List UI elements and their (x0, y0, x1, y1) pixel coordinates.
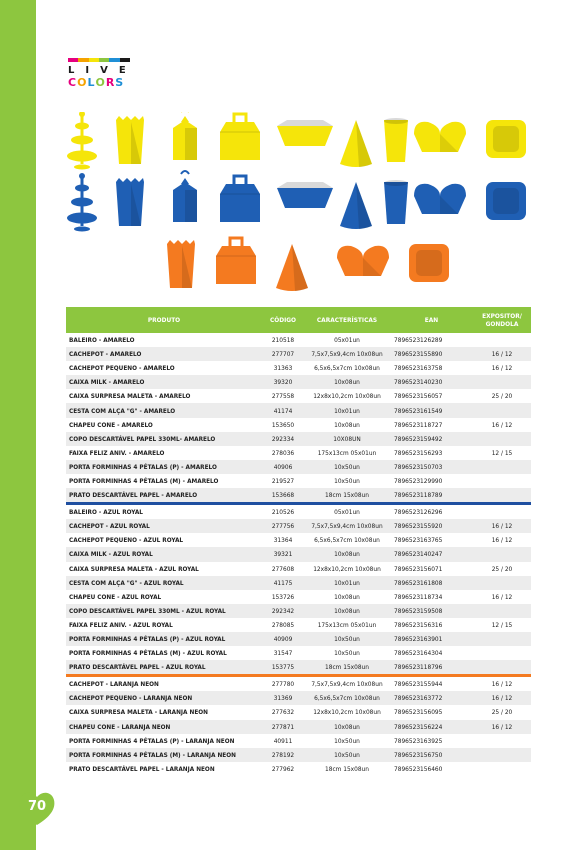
cell-caracteristicas: 05x01un (304, 333, 390, 347)
cell-codigo: 278192 (262, 748, 304, 762)
cell-caracteristicas: 10x50un (304, 632, 390, 646)
page-number: 70 (27, 799, 47, 814)
cell-expositor: 16 / 12 (473, 720, 531, 734)
cell-codigo: 278036 (262, 446, 304, 460)
cell-expositor (473, 734, 531, 748)
cell-expositor (473, 505, 531, 519)
cell-produto: PORTA FORMINHAS 4 PÉTALAS (M) - AZUL ROYAL (66, 646, 262, 660)
table-row (66, 333, 531, 347)
cell-caracteristicas: 12x8x10,2cm 10x08un (304, 562, 390, 576)
cell-ean: 7896523140230 (390, 375, 473, 389)
cell-expositor (473, 432, 531, 446)
cell-ean: 7896523126296 (390, 505, 473, 519)
cell-codigo: 277608 (262, 562, 304, 576)
paper-cup-blue-image (384, 180, 408, 224)
cell-caracteristicas: 12x8x10,2cm 10x08un (304, 705, 390, 719)
cell-produto: CACHEPOT - AMARELO (66, 347, 262, 361)
cell-expositor: 16 / 12 (473, 347, 531, 361)
cell-expositor (473, 646, 531, 660)
cell-codigo: 277558 (262, 389, 304, 403)
popcorn-box-blue-image (116, 178, 144, 226)
logo-letter: O (77, 76, 88, 89)
cell-produto: CAIXA SURPRESA MALETA - LARANJA NEON (66, 705, 262, 719)
cell-produto: COPO DESCARTÁVEL PAPEL 330ML - AZUL ROYAL (66, 604, 262, 618)
cell-ean: 7896523156750 (390, 748, 473, 762)
table-row (66, 432, 531, 446)
table-row (66, 734, 531, 748)
table-row (66, 660, 531, 674)
cell-caracteristicas: 10x01un (304, 576, 390, 590)
cell-produto: CACHEPOT PEQUENO - AMARELO (66, 361, 262, 375)
cell-ean: 7896523118727 (390, 418, 473, 432)
table-row (66, 632, 531, 646)
cell-ean: 7896523156293 (390, 446, 473, 460)
cell-codigo: 277780 (262, 677, 304, 691)
cell-codigo: 219527 (262, 474, 304, 488)
suitcase-box-orange-image (216, 238, 256, 284)
cell-ean: 7896523163765 (390, 533, 473, 547)
table-row (66, 576, 531, 590)
cell-caracteristicas: 18cm 15x08un (304, 762, 390, 776)
table-row (66, 748, 531, 762)
side-color-bar (0, 0, 36, 850)
table-row (66, 533, 531, 547)
cell-expositor (473, 474, 531, 488)
cell-caracteristicas: 10x08un (304, 720, 390, 734)
cell-caracteristicas: 18cm 15x08un (304, 488, 390, 502)
table-row (66, 562, 531, 576)
cell-codigo: 153726 (262, 590, 304, 604)
cell-expositor (473, 576, 531, 590)
square-plate-orange-image (409, 244, 449, 282)
cell-codigo: 210518 (262, 333, 304, 347)
cell-codigo: 277632 (262, 705, 304, 719)
cell-codigo: 277707 (262, 347, 304, 361)
table-row (66, 618, 531, 632)
table-row (66, 646, 531, 660)
cone-hat-orange-image (276, 244, 308, 291)
cell-produto: PRATO DESCARTÁVEL PAPEL - LARANJA NEON (66, 762, 262, 776)
cell-caracteristicas: 10x01un (304, 403, 390, 417)
cell-expositor: 16 / 12 (473, 590, 531, 604)
cell-produto: FAIXA FELIZ ANIV. - AZUL ROYAL (66, 618, 262, 632)
cell-codigo: 153650 (262, 418, 304, 432)
cell-expositor (473, 762, 531, 776)
boat-tray-blue-image (277, 182, 333, 208)
cell-produto: FAIXA FELIZ ANIV. - AMARELO (66, 446, 262, 460)
cell-ean: 7896523156224 (390, 720, 473, 734)
logo-line2 (68, 76, 137, 89)
cell-ean: 7896523159508 (390, 604, 473, 618)
table-row (66, 460, 531, 474)
cell-ean: 7896523156460 (390, 762, 473, 776)
cell-produto: COPO DESCARTÁVEL PAPEL 330ML- AMARELO (66, 432, 262, 446)
logo-line1: LIVE (68, 65, 137, 76)
cell-codigo: 39321 (262, 547, 304, 561)
cell-produto: PORTA FORMINHAS 4 PÉTALAS (P) - AMARELO (66, 460, 262, 474)
boat-tray-yellow-image (277, 120, 333, 146)
suitcase-box-yellow-image (220, 114, 260, 160)
table-row (66, 389, 531, 403)
cell-caracteristicas: 10x08un (304, 547, 390, 561)
cell-ean: 7896523140247 (390, 547, 473, 561)
cell-expositor: 25 / 20 (473, 562, 531, 576)
table-row (66, 720, 531, 734)
cell-caracteristicas: 10X08UN (304, 432, 390, 446)
table-row (66, 505, 531, 519)
cell-codigo: 41174 (262, 403, 304, 417)
cell-codigo: 292342 (262, 604, 304, 618)
cell-caracteristicas: 10x50un (304, 460, 390, 474)
cell-expositor (473, 547, 531, 561)
table-row (66, 677, 531, 691)
table-header-row (66, 307, 531, 333)
cell-ean: 7896523156316 (390, 618, 473, 632)
logo-letter: R (105, 76, 116, 89)
cell-ean: 7896523163901 (390, 632, 473, 646)
cell-expositor (473, 604, 531, 618)
table-row (66, 590, 531, 604)
cell-ean: 7896523164304 (390, 646, 473, 660)
cell-ean: 7896523156057 (390, 389, 473, 403)
popcorn-box-yellow-image (116, 116, 144, 164)
cell-ean: 7896523161549 (390, 403, 473, 417)
cell-produto: CACHEPOT PEQUENO - LARANJA NEON (66, 691, 262, 705)
cell-caracteristicas: 12x8x10,2cm 10x08un (304, 389, 390, 403)
cell-ean: 7896523161808 (390, 576, 473, 590)
cell-ean: 7896523150703 (390, 460, 473, 474)
cell-produto: BALEIRO - AZUL ROYAL (66, 505, 262, 519)
cell-codigo: 31547 (262, 646, 304, 660)
table-row (66, 361, 531, 375)
cone-hat-yellow-image (340, 120, 372, 167)
cell-expositor: 16 / 12 (473, 677, 531, 691)
cell-ean: 7896523163772 (390, 691, 473, 705)
cell-codigo: 31363 (262, 361, 304, 375)
cell-produto: CACHEPOT - LARANJA NEON (66, 677, 262, 691)
table-row (66, 691, 531, 705)
cell-expositor (473, 632, 531, 646)
logo-letter: L (87, 76, 96, 89)
tiered-stand-blue-image (67, 173, 97, 232)
logo-letter: C (68, 76, 78, 89)
cell-codigo: 278085 (262, 618, 304, 632)
header-ean: EAN (390, 307, 473, 333)
cell-produto: CAIXA MILK - AZUL ROYAL (66, 547, 262, 561)
table-row (66, 488, 531, 502)
petal-tray-yellow-image (414, 122, 466, 152)
cell-expositor: 16 / 12 (473, 691, 531, 705)
cell-produto: CAIXA SURPRESA MALETA - AMARELO (66, 389, 262, 403)
cell-expositor (473, 333, 531, 347)
table-row (66, 547, 531, 561)
table-row (66, 519, 531, 533)
cell-caracteristicas: 7,5x7,5x9,4cm 10x08un (304, 519, 390, 533)
cell-caracteristicas: 7,5x7,5x9,4cm 10x08un (304, 677, 390, 691)
cell-caracteristicas: 18cm 15x08un (304, 660, 390, 674)
cell-produto: CESTA COM ALÇA "G" - AMARELO (66, 403, 262, 417)
cell-produto: CHAPEU CONE - AMARELO (66, 418, 262, 432)
cell-ean: 7896523155920 (390, 519, 473, 533)
cell-expositor (473, 460, 531, 474)
cell-caracteristicas: 6,5x6,5x7cm 10x08un (304, 361, 390, 375)
cell-ean: 7896523156095 (390, 705, 473, 719)
cell-codigo: 277962 (262, 762, 304, 776)
cell-expositor: 16 / 12 (473, 533, 531, 547)
cell-codigo: 153775 (262, 660, 304, 674)
cell-codigo: 31364 (262, 533, 304, 547)
logo-letter: O (95, 76, 106, 89)
cell-ean: 7896523155890 (390, 347, 473, 361)
cell-produto: CACHEPOT PEQUENO - AZUL ROYAL (66, 533, 262, 547)
table-row (66, 604, 531, 618)
cell-produto: BALEIRO - AMARELO (66, 333, 262, 347)
cell-expositor: 25 / 20 (473, 389, 531, 403)
cell-caracteristicas: 10x08un (304, 590, 390, 604)
cell-produto: PRATO DESCARTÁVEL PAPEL - AMARELO (66, 488, 262, 502)
suitcase-box-blue-image (220, 176, 260, 222)
table-row (66, 705, 531, 719)
cell-caracteristicas: 10x50un (304, 646, 390, 660)
cell-produto: PRATO DESCARTÁVEL PAPEL - AZUL ROYAL (66, 660, 262, 674)
cell-ean: 7896523163758 (390, 361, 473, 375)
cell-ean: 7896523118789 (390, 488, 473, 502)
cell-expositor (473, 488, 531, 502)
cell-produto: CESTA COM ALÇA "G" - AZUL ROYAL (66, 576, 262, 590)
price-table (66, 307, 531, 776)
table-row (66, 403, 531, 417)
cell-ean: 7896523118796 (390, 660, 473, 674)
cell-produto: CACHEPOT - AZUL ROYAL (66, 519, 262, 533)
cell-codigo: 277756 (262, 519, 304, 533)
cell-ean: 7896523156071 (390, 562, 473, 576)
logo-letter: S (115, 76, 125, 89)
cell-ean: 7896523118734 (390, 590, 473, 604)
milk-box-yellow-image (173, 112, 197, 160)
table-row (66, 418, 531, 432)
header-caracteristicas: CARACTERÍSTICAS (304, 307, 390, 333)
milk-box-blue-image (173, 171, 197, 222)
table-row (66, 474, 531, 488)
cell-produto: CHAPEU CONE - LARANJA NEON (66, 720, 262, 734)
cell-codigo: 31369 (262, 691, 304, 705)
cell-produto: PORTA FORMINHAS 4 PÉTALAS (M) - LARANJA NEON (66, 748, 262, 762)
cell-produto: PORTA FORMINHAS 4 PÉTALAS (P) - AZUL ROYAL (66, 632, 262, 646)
cell-expositor (473, 403, 531, 417)
table-row (66, 375, 531, 389)
cell-caracteristicas: 10x08un (304, 418, 390, 432)
table-row (66, 446, 531, 460)
table-row (66, 762, 531, 776)
cell-produto: CAIXA MILK - AMARELO (66, 375, 262, 389)
header-expositor: EXPOSITOR/ GONDOLA (473, 307, 531, 333)
cell-caracteristicas: 6,5x6,5x7cm 10x08un (304, 691, 390, 705)
cell-produto: PORTA FORMINHAS 4 PÉTALAS (P) - LARANJA NEON (66, 734, 262, 748)
popcorn-box-orange-image (167, 240, 195, 288)
cell-caracteristicas: 7,5x7,5x9,4cm 10x08un (304, 347, 390, 361)
cell-codigo: 40911 (262, 734, 304, 748)
cell-caracteristicas: 10x50un (304, 734, 390, 748)
cell-expositor: 16 / 12 (473, 361, 531, 375)
paper-cup-yellow-image (384, 118, 408, 162)
cell-produto: PORTA FORMINHAS 4 PÉTALAS (M) - AMARELO (66, 474, 262, 488)
cell-codigo: 40909 (262, 632, 304, 646)
cell-codigo: 210526 (262, 505, 304, 519)
cone-hat-blue-image (340, 182, 372, 229)
logo-stripes (68, 58, 130, 62)
cell-codigo: 41175 (262, 576, 304, 590)
cell-caracteristicas: 05x01un (304, 505, 390, 519)
cell-ean: 7896523159492 (390, 432, 473, 446)
header-produto: PRODUTO (66, 307, 262, 333)
petal-tray-blue-image (414, 184, 466, 214)
cell-codigo: 40906 (262, 460, 304, 474)
petal-tray-orange-image (337, 246, 389, 276)
cell-caracteristicas: 10x50un (304, 474, 390, 488)
cell-codigo: 292334 (262, 432, 304, 446)
cell-codigo: 153668 (262, 488, 304, 502)
cell-codigo: 39320 (262, 375, 304, 389)
cell-ean: 7896523129990 (390, 474, 473, 488)
cell-expositor (473, 375, 531, 389)
square-plate-blue-image (486, 182, 526, 220)
live-colors-logo (68, 58, 137, 89)
cell-caracteristicas: 175x13cm 05x01un (304, 446, 390, 460)
cell-caracteristicas: 6,5x6,5x7cm 10x08un (304, 533, 390, 547)
table-row (66, 347, 531, 361)
cell-caracteristicas: 10x08un (304, 604, 390, 618)
cell-expositor (473, 660, 531, 674)
cell-expositor: 12 / 15 (473, 446, 531, 460)
cell-expositor: 12 / 15 (473, 618, 531, 632)
cell-expositor (473, 748, 531, 762)
cell-caracteristicas: 10x08un (304, 375, 390, 389)
cell-produto: CHAPEU CONE - AZUL ROYAL (66, 590, 262, 604)
cell-codigo: 277871 (262, 720, 304, 734)
cell-expositor: 16 / 12 (473, 519, 531, 533)
cell-caracteristicas: 175x13cm 05x01un (304, 618, 390, 632)
cell-produto: CAIXA SURPRESA MALETA - AZUL ROYAL (66, 562, 262, 576)
cell-ean: 7896523163925 (390, 734, 473, 748)
cell-expositor: 25 / 20 (473, 705, 531, 719)
cell-caracteristicas: 10x50un (304, 748, 390, 762)
header-codigo: CÓDIGO (262, 307, 304, 333)
product-images (60, 112, 540, 307)
cell-ean: 7896523126289 (390, 333, 473, 347)
square-plate-yellow-image (486, 120, 526, 158)
cell-expositor: 16 / 12 (473, 418, 531, 432)
cell-ean: 7896523155944 (390, 677, 473, 691)
tiered-stand-yellow-image (67, 112, 97, 170)
